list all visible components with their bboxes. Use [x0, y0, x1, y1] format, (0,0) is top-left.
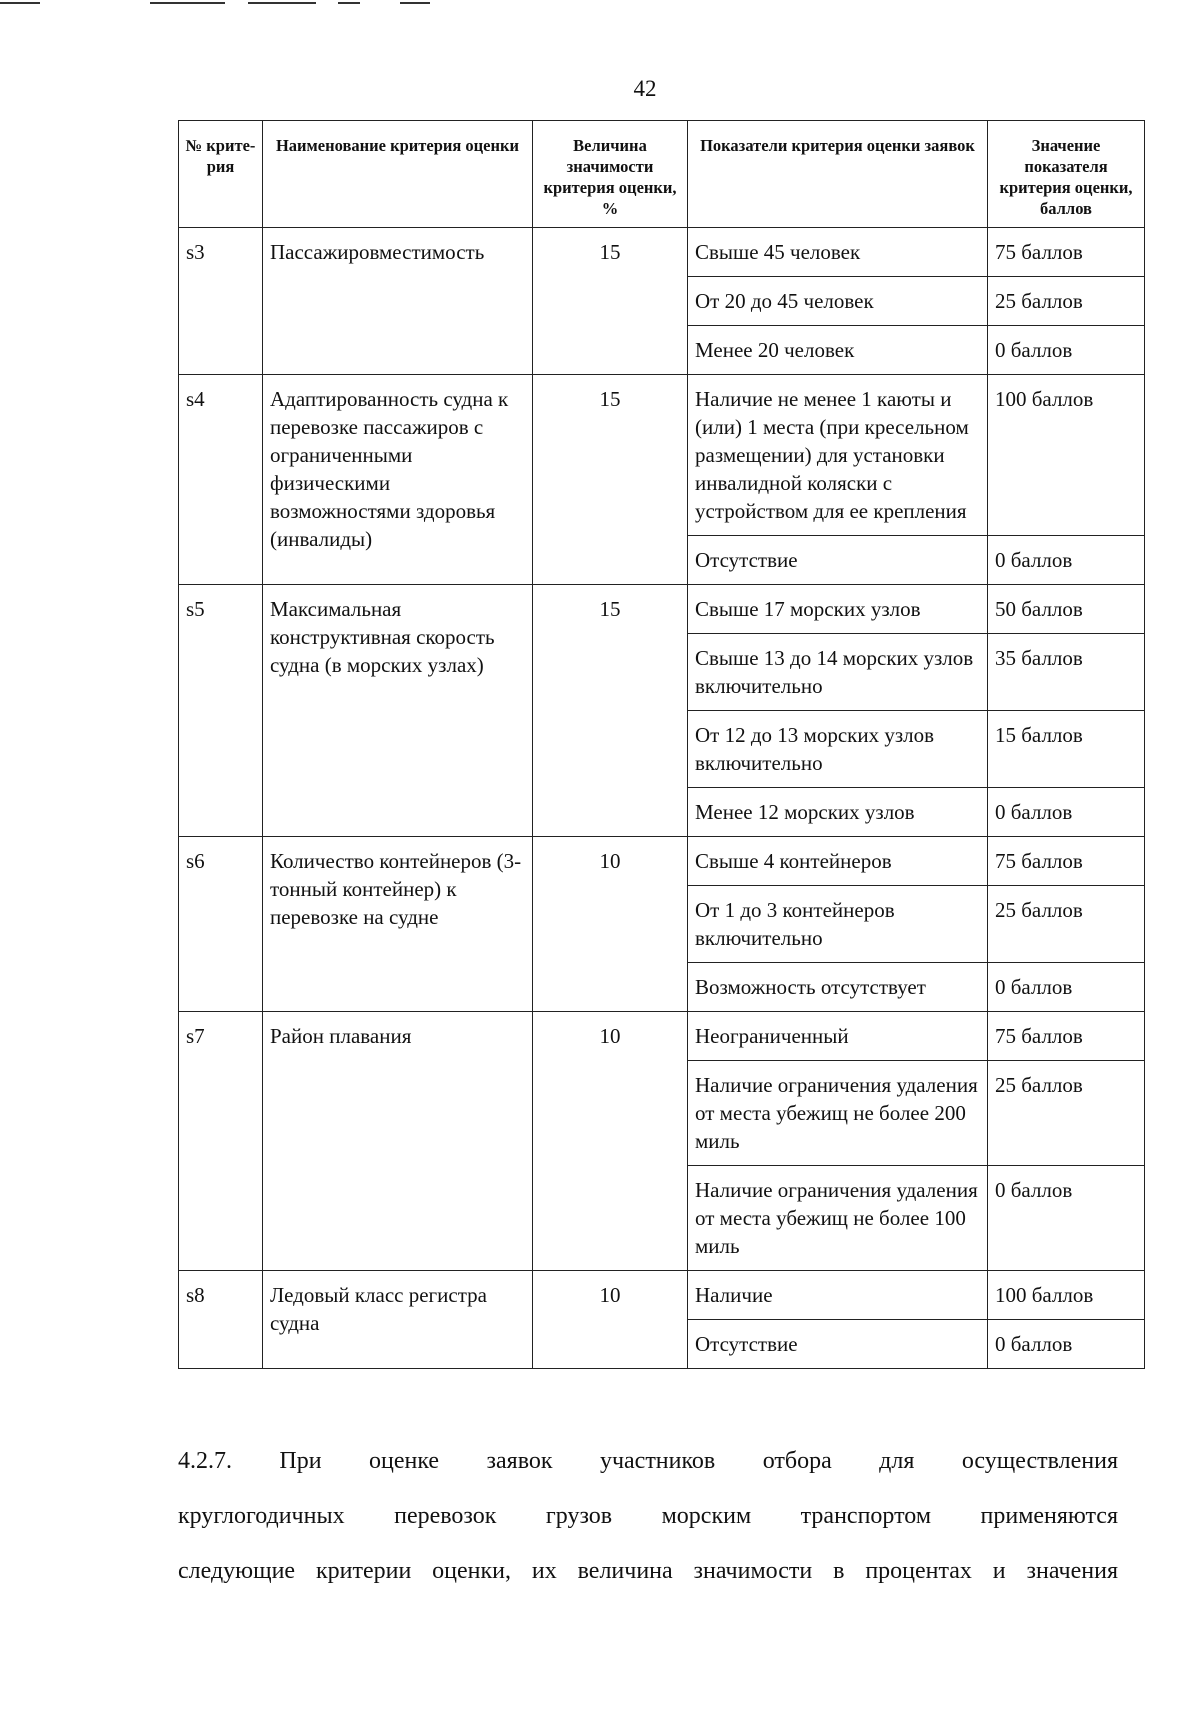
indicator-label-cell: От 20 до 45 человек: [688, 277, 988, 326]
criterion-id-cell: s5: [179, 585, 263, 837]
criterion-name-cell: Ледовый класс регистра судна: [263, 1271, 533, 1369]
scan-edge-marks: [0, 0, 1200, 12]
table-row: [179, 1012, 1145, 1061]
criterion-name-cell: Количество контейнеров (3-тонный контейнер) к перевозке на судне: [263, 837, 533, 1012]
indicator-label-cell: Менее 20 человек: [688, 326, 988, 375]
header-criterion-name: Наименование критерия оценки: [263, 121, 533, 228]
criterion-weight-cell: 10: [533, 1012, 688, 1271]
indicator-label-cell: Свыше 13 до 14 морских узлов включительно: [688, 634, 988, 711]
indicator-label-cell: От 1 до 3 контейнеров включительно: [688, 886, 988, 963]
paragraph-line-2: круглогодичных перевозок грузов морским транспортом применяются: [178, 1503, 1118, 1529]
criterion-id-cell: s7: [179, 1012, 263, 1271]
indicator-score-cell: 100 баллов: [988, 375, 1145, 536]
indicator-score-cell: 25 баллов: [988, 277, 1145, 326]
indicator-score-cell: 25 баллов: [988, 1061, 1145, 1166]
indicator-score-cell: 0 баллов: [988, 536, 1145, 585]
indicator-score-cell: 0 баллов: [988, 326, 1145, 375]
table-row: [179, 228, 1145, 277]
indicator-score-cell: 75 баллов: [988, 1012, 1145, 1061]
criterion-name-cell: Максимальная конструктивная скорость судна (в морских узлах): [263, 585, 533, 837]
indicator-score-cell: 50 баллов: [988, 585, 1145, 634]
indicator-score-cell: 0 баллов: [988, 963, 1145, 1012]
header-criterion-number: № крите-рия: [179, 121, 263, 228]
criterion-name-cell: Пассажировместимость: [263, 228, 533, 375]
indicator-score-cell: 35 баллов: [988, 634, 1145, 711]
indicator-score-cell: 75 баллов: [988, 837, 1145, 886]
indicator-score-cell: 15 баллов: [988, 711, 1145, 788]
page-number: 42: [633, 76, 657, 101]
criteria-table: [178, 120, 1145, 1369]
indicator-label-cell: Неограниченный: [688, 1012, 988, 1061]
indicator-score-cell: 0 баллов: [988, 1166, 1145, 1271]
indicator-label-cell: Возможность отсутствует: [688, 963, 988, 1012]
indicator-label-cell: Наличие ограничения удаления от места убежищ не более 200 миль: [688, 1061, 988, 1166]
indicator-label-cell: Наличие ограничения удаления от места убежищ не более 100 миль: [688, 1166, 988, 1271]
table-header-row: [179, 121, 1145, 228]
indicator-score-cell: 100 баллов: [988, 1271, 1145, 1320]
indicator-score-cell: 0 баллов: [988, 1320, 1145, 1369]
indicator-label-cell: Наличие: [688, 1271, 988, 1320]
criterion-weight-cell: 15: [533, 585, 688, 837]
criterion-weight-cell: 10: [533, 837, 688, 1012]
criterion-id-cell: s4: [179, 375, 263, 585]
indicator-label-cell: Отсутствие: [688, 536, 988, 585]
table-row: [179, 1271, 1145, 1320]
criterion-weight-cell: 15: [533, 228, 688, 375]
criteria-table-body: [179, 228, 1145, 1369]
paragraph-line-1: 4.2.7. При оценке заявок участников отбора для осуществления: [178, 1448, 1118, 1474]
header-score: Значение показателя критерия оценки, баллов: [988, 121, 1145, 228]
criterion-weight-cell: 10: [533, 1271, 688, 1369]
indicator-label-cell: Менее 12 морских узлов: [688, 788, 988, 837]
criterion-name-cell: Район плавания: [263, 1012, 533, 1271]
indicator-score-cell: 0 баллов: [988, 788, 1145, 837]
indicator-label-cell: Свыше 4 контейнеров: [688, 837, 988, 886]
indicator-label-cell: Отсутствие: [688, 1320, 988, 1369]
indicator-score-cell: 25 баллов: [988, 886, 1145, 963]
table-row: [179, 585, 1145, 634]
paragraph-line-3: следующие критерии оценки, их величина значимости в процентах и значения: [178, 1558, 1118, 1584]
header-indicators: Показатели критерия оценки заявок: [688, 121, 988, 228]
criterion-weight-cell: 15: [533, 375, 688, 585]
header-weight: Величина значимости критерия оценки, %: [533, 121, 688, 228]
table-row: [179, 375, 1145, 536]
table-row: [179, 837, 1145, 886]
indicator-label-cell: Наличие не менее 1 каюты и (или) 1 места (при кресельном размещении) для установки инвалидной коляски с устройством для ее крепления: [688, 375, 988, 536]
indicator-label-cell: От 12 до 13 морских узлов включительно: [688, 711, 988, 788]
indicator-score-cell: 75 баллов: [988, 228, 1145, 277]
criterion-id-cell: s8: [179, 1271, 263, 1369]
criterion-name-cell: Адаптированность судна к перевозке пассажиров с ограниченными физическими возможностями здоровья (инвалиды): [263, 375, 533, 585]
indicator-label-cell: Свыше 45 человек: [688, 228, 988, 277]
criterion-id-cell: s3: [179, 228, 263, 375]
criterion-id-cell: s6: [179, 837, 263, 1012]
indicator-label-cell: Свыше 17 морских узлов: [688, 585, 988, 634]
